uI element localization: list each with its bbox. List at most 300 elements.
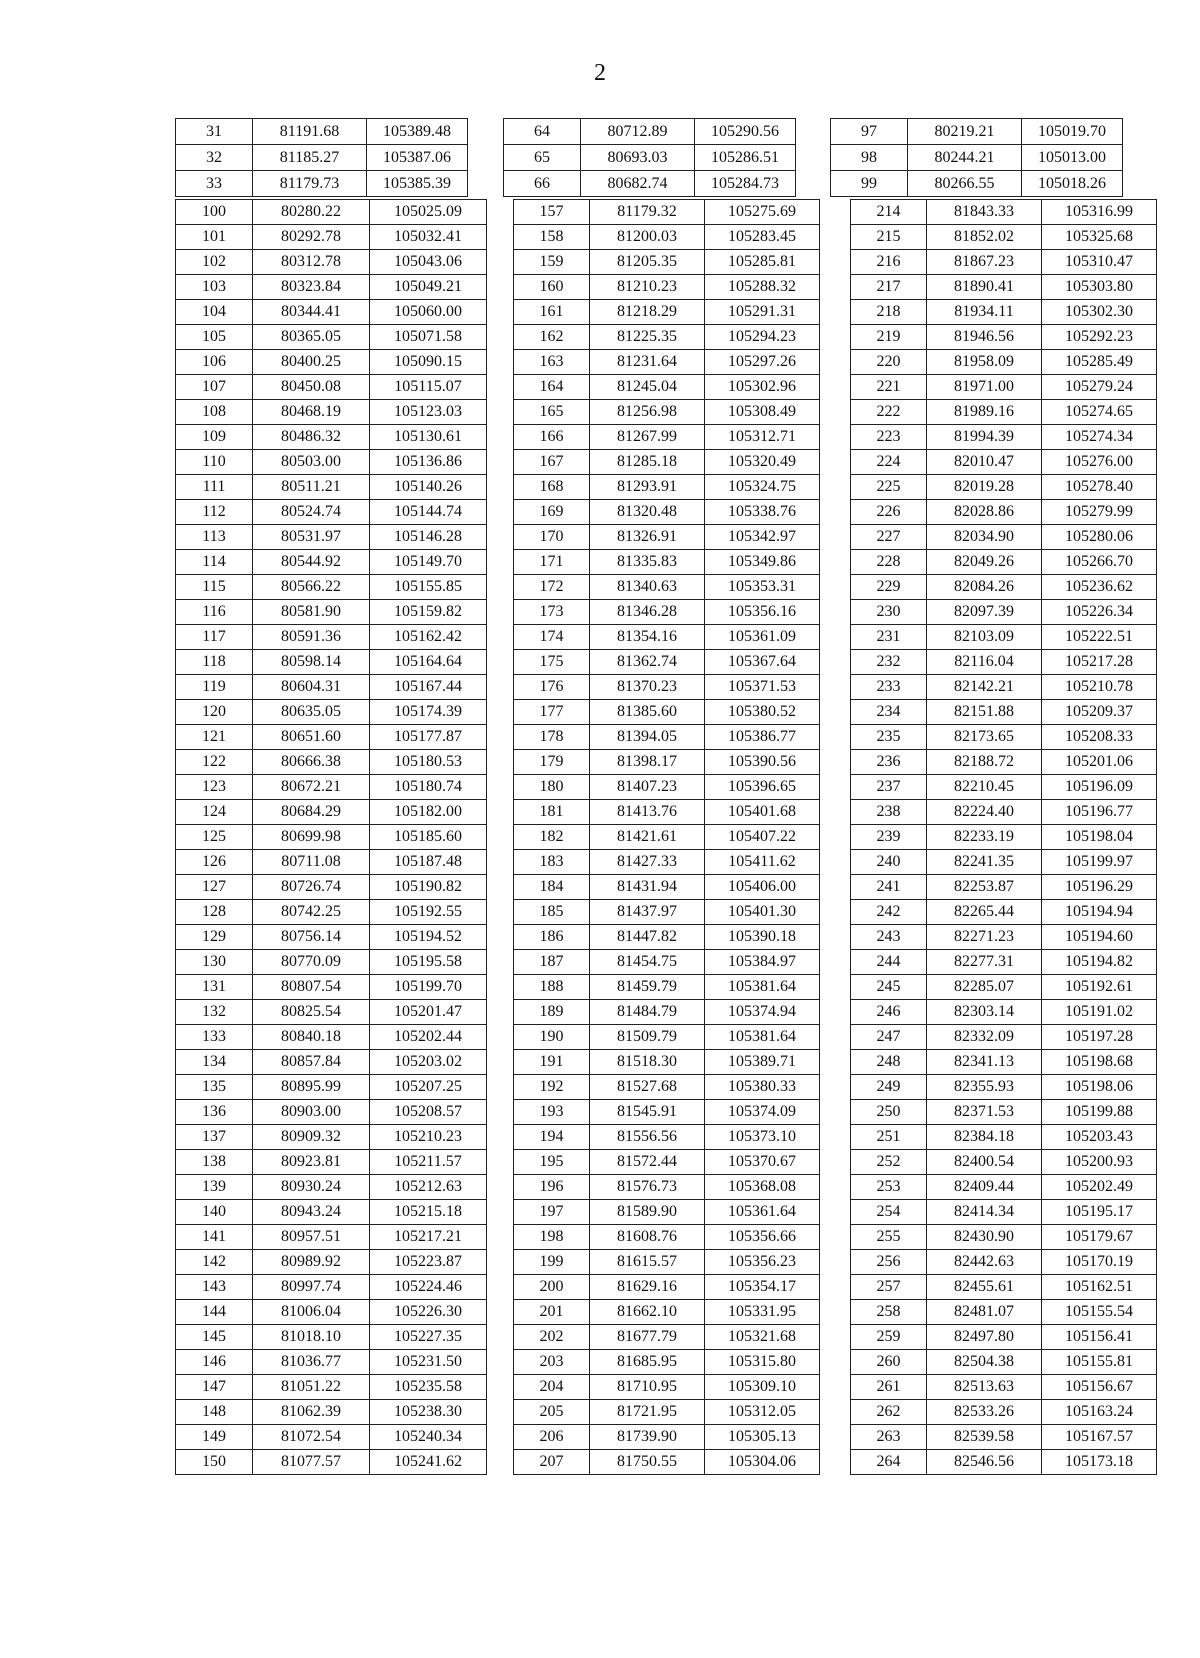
point-number-cell: 116 [176,600,253,625]
table-row [176,1100,487,1125]
point-number-cell: 158 [514,225,590,250]
x-coordinate-cell: 81576.73 [590,1175,705,1200]
table-row [514,400,820,425]
x-coordinate-cell: 81608.76 [590,1225,705,1250]
x-coordinate-cell: 81454.75 [590,950,705,975]
point-number-cell: 255 [851,1225,927,1250]
table-row [176,425,487,450]
table-row [851,1450,1157,1475]
table-row [176,1425,487,1450]
y-coordinate-cell: 105201.06 [1042,750,1157,775]
point-number-cell: 149 [176,1425,253,1450]
table-row [514,825,820,850]
x-coordinate-cell: 81335.83 [590,550,705,575]
y-coordinate-cell: 105390.56 [705,750,820,775]
table-row [514,800,820,825]
y-coordinate-cell: 105019.70 [1022,119,1123,145]
y-coordinate-cell: 105203.43 [1042,1125,1157,1150]
y-coordinate-cell: 105324.75 [705,475,820,500]
point-number-cell: 184 [514,875,590,900]
point-number-cell: 189 [514,1000,590,1025]
point-number-cell: 119 [176,675,253,700]
y-coordinate-cell: 105302.30 [1042,300,1157,325]
table-row [851,750,1157,775]
table-row [176,450,487,475]
y-coordinate-cell: 105312.71 [705,425,820,450]
y-coordinate-cell: 105201.47 [370,1000,487,1025]
x-coordinate-cell: 81545.91 [590,1100,705,1125]
x-coordinate-cell: 81267.99 [590,425,705,450]
table-row [514,525,820,550]
y-coordinate-cell: 105198.04 [1042,825,1157,850]
y-coordinate-cell: 105240.34 [370,1425,487,1450]
point-number-cell: 256 [851,1250,927,1275]
table-row [851,1150,1157,1175]
x-coordinate-cell: 81362.74 [590,650,705,675]
table-row [514,850,820,875]
y-coordinate-cell: 105354.17 [705,1275,820,1300]
table-row [176,1175,487,1200]
x-coordinate-cell: 81994.39 [927,425,1042,450]
table-row [514,625,820,650]
point-number-cell: 238 [851,800,927,825]
table-row [514,300,820,325]
y-coordinate-cell: 105018.26 [1022,171,1123,197]
table-row [514,1025,820,1050]
point-number-cell: 248 [851,1050,927,1075]
y-coordinate-cell: 105401.68 [705,800,820,825]
point-number-cell: 217 [851,275,927,300]
y-coordinate-cell: 105274.65 [1042,400,1157,425]
x-coordinate-cell: 82028.86 [927,500,1042,525]
x-coordinate-cell: 81509.79 [590,1025,705,1050]
x-coordinate-cell: 80566.22 [253,575,370,600]
point-number-cell: 120 [176,700,253,725]
y-coordinate-cell: 105361.09 [705,625,820,650]
table-row [851,975,1157,1000]
x-coordinate-cell: 81677.79 [590,1325,705,1350]
table-row [514,1200,820,1225]
x-coordinate-cell: 80684.29 [253,800,370,825]
point-number-cell: 201 [514,1300,590,1325]
x-coordinate-cell: 80943.24 [253,1200,370,1225]
y-coordinate-cell: 105196.29 [1042,875,1157,900]
point-number-cell: 253 [851,1175,927,1200]
coordinate-table-top-1 [175,118,468,197]
x-coordinate-cell: 82341.13 [927,1050,1042,1075]
point-number-cell: 166 [514,425,590,450]
point-number-cell: 252 [851,1150,927,1175]
y-coordinate-cell: 105274.34 [1042,425,1157,450]
table-row [851,1425,1157,1450]
point-number-cell: 204 [514,1375,590,1400]
point-number-cell: 241 [851,875,927,900]
table-row [514,1100,820,1125]
y-coordinate-cell: 105210.78 [1042,675,1157,700]
point-number-cell: 148 [176,1400,253,1425]
x-coordinate-cell: 81413.76 [590,800,705,825]
table-row [851,1200,1157,1225]
point-number-cell: 215 [851,225,927,250]
table-row [176,675,487,700]
point-number-cell: 236 [851,750,927,775]
point-number-cell: 167 [514,450,590,475]
y-coordinate-cell: 105226.30 [370,1300,487,1325]
point-number-cell: 221 [851,375,927,400]
x-coordinate-cell: 81934.11 [927,300,1042,325]
point-number-cell: 169 [514,500,590,525]
point-number-cell: 162 [514,325,590,350]
table-row [176,500,487,525]
y-coordinate-cell: 105203.02 [370,1050,487,1075]
table-row [851,875,1157,900]
table-row [851,550,1157,575]
x-coordinate-cell: 80726.74 [253,875,370,900]
table-row [514,375,820,400]
table-row [514,550,820,575]
x-coordinate-cell: 81179.32 [590,200,705,225]
y-coordinate-cell: 105279.99 [1042,500,1157,525]
y-coordinate-cell: 105374.94 [705,1000,820,1025]
y-coordinate-cell: 105177.87 [370,725,487,750]
point-number-cell: 33 [176,171,253,197]
table-row [851,650,1157,675]
point-number-cell: 168 [514,475,590,500]
table-row [514,1050,820,1075]
point-number-cell: 108 [176,400,253,425]
point-number-cell: 103 [176,275,253,300]
y-coordinate-cell: 105238.30 [370,1400,487,1425]
x-coordinate-cell: 82265.44 [927,900,1042,925]
y-coordinate-cell: 105302.96 [705,375,820,400]
y-coordinate-cell: 105227.35 [370,1325,487,1350]
x-coordinate-cell: 80895.99 [253,1075,370,1100]
point-number-cell: 191 [514,1050,590,1075]
x-coordinate-cell: 82384.18 [927,1125,1042,1150]
table-row [831,119,1123,145]
table-row [514,325,820,350]
point-number-cell: 112 [176,500,253,525]
x-coordinate-cell: 82241.35 [927,850,1042,875]
table-row [851,1175,1157,1200]
y-coordinate-cell: 105144.74 [370,500,487,525]
x-coordinate-cell: 81572.44 [590,1150,705,1175]
x-coordinate-cell: 81051.22 [253,1375,370,1400]
point-number-cell: 196 [514,1175,590,1200]
y-coordinate-cell: 105396.65 [705,775,820,800]
y-coordinate-cell: 105278.40 [1042,475,1157,500]
table-row [176,925,487,950]
y-coordinate-cell: 105325.68 [1042,225,1157,250]
table-row [851,1325,1157,1350]
point-number-cell: 246 [851,1000,927,1025]
point-number-cell: 98 [831,145,908,171]
x-coordinate-cell: 82034.90 [927,525,1042,550]
table-row [851,575,1157,600]
y-coordinate-cell: 105209.37 [1042,700,1157,725]
x-coordinate-cell: 81890.41 [927,275,1042,300]
y-coordinate-cell: 105226.34 [1042,600,1157,625]
point-number-cell: 190 [514,1025,590,1050]
point-number-cell: 135 [176,1075,253,1100]
y-coordinate-cell: 105115.07 [370,375,487,400]
y-coordinate-cell: 105321.68 [705,1325,820,1350]
point-number-cell: 66 [504,171,581,197]
x-coordinate-cell: 81200.03 [590,225,705,250]
point-number-cell: 233 [851,675,927,700]
point-number-cell: 165 [514,400,590,425]
y-coordinate-cell: 105275.69 [705,200,820,225]
y-coordinate-cell: 105235.58 [370,1375,487,1400]
x-coordinate-cell: 80825.54 [253,1000,370,1025]
table-row [851,625,1157,650]
point-number-cell: 118 [176,650,253,675]
table-row [176,900,487,925]
point-number-cell: 130 [176,950,253,975]
x-coordinate-cell: 80857.84 [253,1050,370,1075]
y-coordinate-cell: 105285.49 [1042,350,1157,375]
y-coordinate-cell: 105187.48 [370,850,487,875]
x-coordinate-cell: 81285.18 [590,450,705,475]
point-number-cell: 259 [851,1325,927,1350]
point-number-cell: 106 [176,350,253,375]
point-number-cell: 195 [514,1150,590,1175]
y-coordinate-cell: 105215.18 [370,1200,487,1225]
table-row [514,1225,820,1250]
point-number-cell: 115 [176,575,253,600]
table-row [176,119,468,145]
table-row [851,600,1157,625]
coordinate-table-main-2 [513,199,820,1475]
table-row [851,725,1157,750]
table-row [851,250,1157,275]
point-number-cell: 132 [176,1000,253,1025]
point-number-cell: 187 [514,950,590,975]
y-coordinate-cell: 105194.60 [1042,925,1157,950]
table-row [851,350,1157,375]
x-coordinate-cell: 82332.09 [927,1025,1042,1050]
x-coordinate-cell: 81072.54 [253,1425,370,1450]
x-coordinate-cell: 82103.09 [927,625,1042,650]
x-coordinate-cell: 80699.98 [253,825,370,850]
point-number-cell: 264 [851,1450,927,1475]
point-number-cell: 147 [176,1375,253,1400]
y-coordinate-cell: 105309.10 [705,1375,820,1400]
table-row [851,1100,1157,1125]
x-coordinate-cell: 81615.57 [590,1250,705,1275]
table-row [831,145,1123,171]
x-coordinate-cell: 80400.25 [253,350,370,375]
point-number-cell: 182 [514,825,590,850]
y-coordinate-cell: 105407.22 [705,825,820,850]
y-coordinate-cell: 105156.41 [1042,1325,1157,1350]
table-row [176,750,487,775]
y-coordinate-cell: 105380.33 [705,1075,820,1100]
table-row [176,1450,487,1475]
y-coordinate-cell: 105170.19 [1042,1250,1157,1275]
x-coordinate-cell: 81077.57 [253,1450,370,1475]
y-coordinate-cell: 105288.32 [705,275,820,300]
x-coordinate-cell: 82188.72 [927,750,1042,775]
y-coordinate-cell: 105043.06 [370,250,487,275]
coordinate-table-top-2 [503,118,796,197]
x-coordinate-cell: 82430.90 [927,1225,1042,1250]
x-coordinate-cell: 81958.09 [927,350,1042,375]
point-number-cell: 143 [176,1275,253,1300]
x-coordinate-cell: 80923.81 [253,1150,370,1175]
point-number-cell: 136 [176,1100,253,1125]
y-coordinate-cell: 105195.58 [370,950,487,975]
y-coordinate-cell: 105305.13 [705,1425,820,1450]
table-row [851,275,1157,300]
y-coordinate-cell: 105162.51 [1042,1275,1157,1300]
point-number-cell: 31 [176,119,253,145]
coordinate-table-main-3 [850,199,1157,1475]
point-number-cell: 109 [176,425,253,450]
y-coordinate-cell: 105385.39 [367,171,468,197]
y-coordinate-cell: 105411.62 [705,850,820,875]
point-number-cell: 104 [176,300,253,325]
x-coordinate-cell: 81843.33 [927,200,1042,225]
table-row [514,1175,820,1200]
point-number-cell: 220 [851,350,927,375]
x-coordinate-cell: 81750.55 [590,1450,705,1475]
point-number-cell: 262 [851,1400,927,1425]
y-coordinate-cell: 105353.31 [705,575,820,600]
table-row [514,1075,820,1100]
table-row [176,145,468,171]
y-coordinate-cell: 105174.39 [370,700,487,725]
point-number-cell: 188 [514,975,590,1000]
y-coordinate-cell: 105224.46 [370,1275,487,1300]
x-coordinate-cell: 82285.07 [927,975,1042,1000]
y-coordinate-cell: 105356.66 [705,1225,820,1250]
x-coordinate-cell: 81006.04 [253,1300,370,1325]
table-row [514,1400,820,1425]
x-coordinate-cell: 82513.63 [927,1375,1042,1400]
y-coordinate-cell: 105304.06 [705,1450,820,1475]
y-coordinate-cell: 105291.31 [705,300,820,325]
y-coordinate-cell: 105136.86 [370,450,487,475]
table-row [851,925,1157,950]
y-coordinate-cell: 105389.71 [705,1050,820,1075]
x-coordinate-cell: 80672.21 [253,775,370,800]
y-coordinate-cell: 105297.26 [705,350,820,375]
x-coordinate-cell: 80280.22 [253,200,370,225]
x-coordinate-cell: 80930.24 [253,1175,370,1200]
x-coordinate-cell: 82233.19 [927,825,1042,850]
point-number-cell: 199 [514,1250,590,1275]
table-row [514,200,820,225]
table-row [176,850,487,875]
x-coordinate-cell: 81971.00 [927,375,1042,400]
table-row [514,1150,820,1175]
y-coordinate-cell: 105217.21 [370,1225,487,1250]
x-coordinate-cell: 81225.35 [590,325,705,350]
table-row [176,775,487,800]
table-row [176,625,487,650]
point-number-cell: 133 [176,1025,253,1050]
y-coordinate-cell: 105190.82 [370,875,487,900]
y-coordinate-cell: 105387.06 [367,145,468,171]
table-row [176,600,487,625]
point-number-cell: 237 [851,775,927,800]
x-coordinate-cell: 80503.00 [253,450,370,475]
point-number-cell: 203 [514,1350,590,1375]
table-row [514,950,820,975]
table-row [176,325,487,350]
table-row [504,171,796,197]
y-coordinate-cell: 105303.80 [1042,275,1157,300]
table-row [851,225,1157,250]
y-coordinate-cell: 105283.45 [705,225,820,250]
y-coordinate-cell: 105361.64 [705,1200,820,1225]
x-coordinate-cell: 81210.23 [590,275,705,300]
page-number: 2 [594,60,606,86]
y-coordinate-cell: 105212.63 [370,1175,487,1200]
y-coordinate-cell: 105202.44 [370,1025,487,1050]
table-row [514,225,820,250]
point-number-cell: 146 [176,1350,253,1375]
point-number-cell: 227 [851,525,927,550]
y-coordinate-cell: 105167.44 [370,675,487,700]
point-number-cell: 239 [851,825,927,850]
y-coordinate-cell: 105222.51 [1042,625,1157,650]
x-coordinate-cell: 82481.07 [927,1300,1042,1325]
y-coordinate-cell: 105316.99 [1042,200,1157,225]
table-row [851,1075,1157,1100]
x-coordinate-cell: 81739.90 [590,1425,705,1450]
table-row [851,700,1157,725]
point-number-cell: 150 [176,1450,253,1475]
x-coordinate-cell: 80807.54 [253,975,370,1000]
y-coordinate-cell: 105155.85 [370,575,487,600]
point-number-cell: 225 [851,475,927,500]
table-row [514,425,820,450]
x-coordinate-cell: 81218.29 [590,300,705,325]
table-row [514,250,820,275]
table-row [514,1275,820,1300]
table-row [176,825,487,850]
x-coordinate-cell: 80344.41 [253,300,370,325]
table-row [176,550,487,575]
point-number-cell: 223 [851,425,927,450]
x-coordinate-cell: 81527.68 [590,1075,705,1100]
point-number-cell: 117 [176,625,253,650]
table-row [851,1225,1157,1250]
x-coordinate-cell: 81427.33 [590,850,705,875]
x-coordinate-cell: 81326.91 [590,525,705,550]
y-coordinate-cell: 105090.15 [370,350,487,375]
x-coordinate-cell: 81407.23 [590,775,705,800]
table-row [514,875,820,900]
point-number-cell: 183 [514,850,590,875]
x-coordinate-cell: 81320.48 [590,500,705,525]
table-row [176,575,487,600]
y-coordinate-cell: 105164.64 [370,650,487,675]
x-coordinate-cell: 81867.23 [927,250,1042,275]
y-coordinate-cell: 105049.21 [370,275,487,300]
table-row [851,475,1157,500]
y-coordinate-cell: 105294.23 [705,325,820,350]
table-row [514,1250,820,1275]
table-row [851,1250,1157,1275]
x-coordinate-cell: 82142.21 [927,675,1042,700]
y-coordinate-cell: 105356.16 [705,600,820,625]
table-row [176,800,487,825]
coordinate-table-main-1 [175,199,487,1475]
x-coordinate-cell: 81459.79 [590,975,705,1000]
